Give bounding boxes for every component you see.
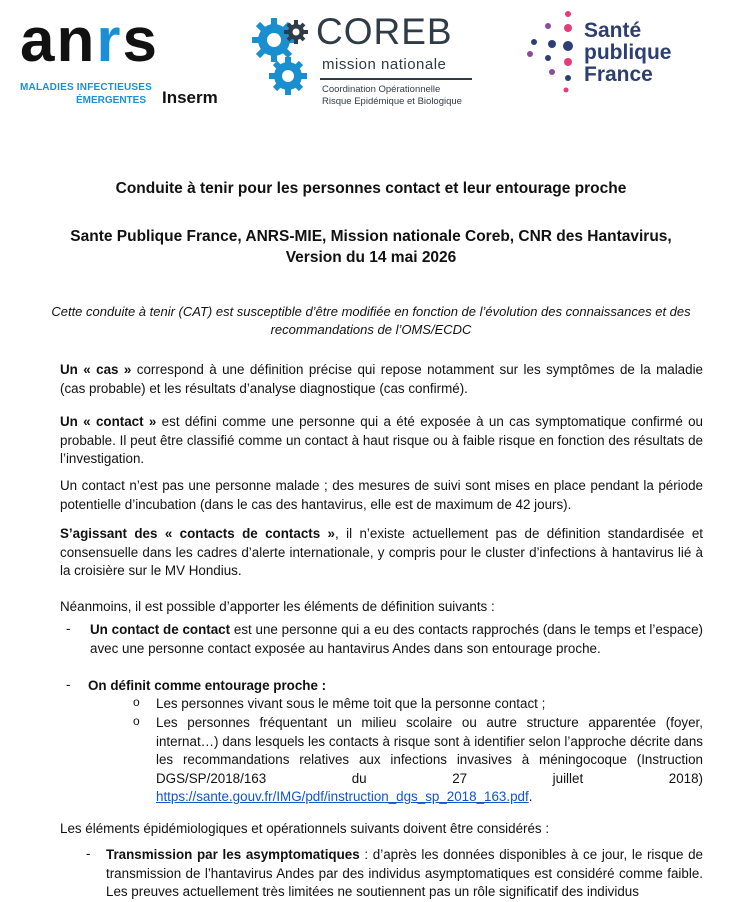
spf-logo-text [584,20,672,86]
coreb-logo-divider [320,78,472,80]
paragraph-not-sick: Un contact n’est pas une personne malade ; des mesures de suivi sont mises en place pendant la période potentielle d’incubation (dans le cas des hantavirus, elle est de maximum de 42 jours). [60,478,703,512]
list-item-contact-of-contact [90,621,703,658]
paragraph-contact [60,413,703,469]
subtitle-line-1: Sante Publique France, ANRS-MIE, Mission nationale Coreb, CNR des Hantavirus, [70,228,672,245]
spf-logo-line1: Santé [584,19,642,42]
list-item-asymptomatic [106,846,703,902]
paragraph-contacts-of-contacts [60,525,703,581]
list-dash: - [86,846,91,861]
instruction-link[interactable]: https://sante.gouv.fr/IMG/pdf/instruction_dgs_sp_2018_163.pdf [156,789,529,804]
sublist-item-period: . [528,789,533,804]
anrs-logo-line1: MALADIES INFECTIEUSES [20,82,152,93]
list-dash: - [66,677,71,692]
coreb-logo-line1: Coordination Opérationnelle [322,84,441,95]
document-title: Conduite à tenir pour les personnes contact et leur entourage proche [115,180,627,197]
anrs-logo [16,6,246,107]
gears-icon [250,12,320,102]
coreb-logo-word: COREB [316,11,453,52]
document-subtitle [0,226,742,268]
paragraph-cas-bold: Un « cas » [60,362,132,377]
sublist-item-text: Les personnes fréquentant un milieu scolaire ou autre structure apparentée (foyer, internat…) dans lesquels les contacts à risque sont à identifier selon l’approche décrite dans les recommandations relatives aux infections invasives à méningocoque (Instruction DGS/SP/2018/163 du 27 juillet 2018) [156,715,703,786]
sante-publique-france-logo [522,6,722,101]
coreb-logo-mission: mission nationale [322,56,447,73]
paragraph-elements-intro: Les éléments épidémiologiques et opérationnels suivants doivent être considérés : [60,821,550,836]
italic-note: Cette conduite à tenir (CAT) est susceptible d’être modifiée en fonction de l’évolution des connaissances et des recommandations de l’OMS/ECDC [51,304,691,337]
list-item-text: : d’après les données disponibles à ce jour, le risque de transmission de l’hantavirus Andes par des individus asymptomatiques est considéré comme faible. Les preuves actuellement très limitées ne soutiennent pas un rôle significatif des individus [106,847,704,899]
inserm-logo-text: Inserm [162,88,218,107]
anrs-logo-line2: ÉMERGENTES [76,95,147,106]
spf-logo-line3: France [584,63,653,86]
paragraph-cas-text: correspond à une définition précise qui repose notamment sur les symptômes de la maladie (cas probable) et les résultats d’analyse diagnostique (cas confirmé). [60,362,703,396]
dots-icon [522,6,582,96]
sublist-bullet: o [133,695,140,709]
paragraph-cas [60,361,703,398]
list-item-entourage [88,677,326,696]
list-dash: - [66,621,71,636]
paragraph-contacts-of-contacts-bold: S’agissant des « contacts de contacts » [60,526,336,541]
sublist-item-same-roof: Les personnes vivant sous le même toit que la personne contact ; [156,696,546,711]
anrs-logo-word: anrs [20,6,159,75]
list-item-bold: On définit comme entourage proche : [88,678,327,693]
paragraph-definitions-intro: Néanmoins, il est possible d’apporter les éléments de définition suivants : [60,599,495,614]
spf-logo-line2: publique [584,41,672,64]
coreb-logo [250,12,475,107]
subtitle-line-2: Version du 14 mai 2026 [285,249,457,266]
coreb-logo-line2: Risque Epidémique et Biologique [322,96,462,107]
paragraph-contact-text: est défini comme une personne qui a été exposée à un cas symptomatique confirmé ou probable. Il peut être classifié comme un contact à haut risque ou à faible risque en fonction des résultats de l’investigation. [60,414,703,466]
list-item-text: est une personne qui a eu des contacts rapprochés (dans le temps et l’espace) avec une personne contact exposée au hantavirus Andes dans son entourage proche. [90,622,703,656]
sublist-item-school [156,714,703,807]
list-item-bold: Transmission par les asymptomatiques [106,847,360,862]
paragraph-contact-bold: Un « contact » [60,414,157,429]
paragraph-contacts-of-contacts-text: , il n’existe actuellement pas de définition standardisée et consensuelle dans les cadres d’alerte internationale, y compris pour le cluster d’infections à hantavirus lié à la croisière sur le MV Hondius. [60,526,703,578]
sublist-bullet: o [133,714,140,728]
list-item-bold: Un contact de contact [90,622,231,637]
